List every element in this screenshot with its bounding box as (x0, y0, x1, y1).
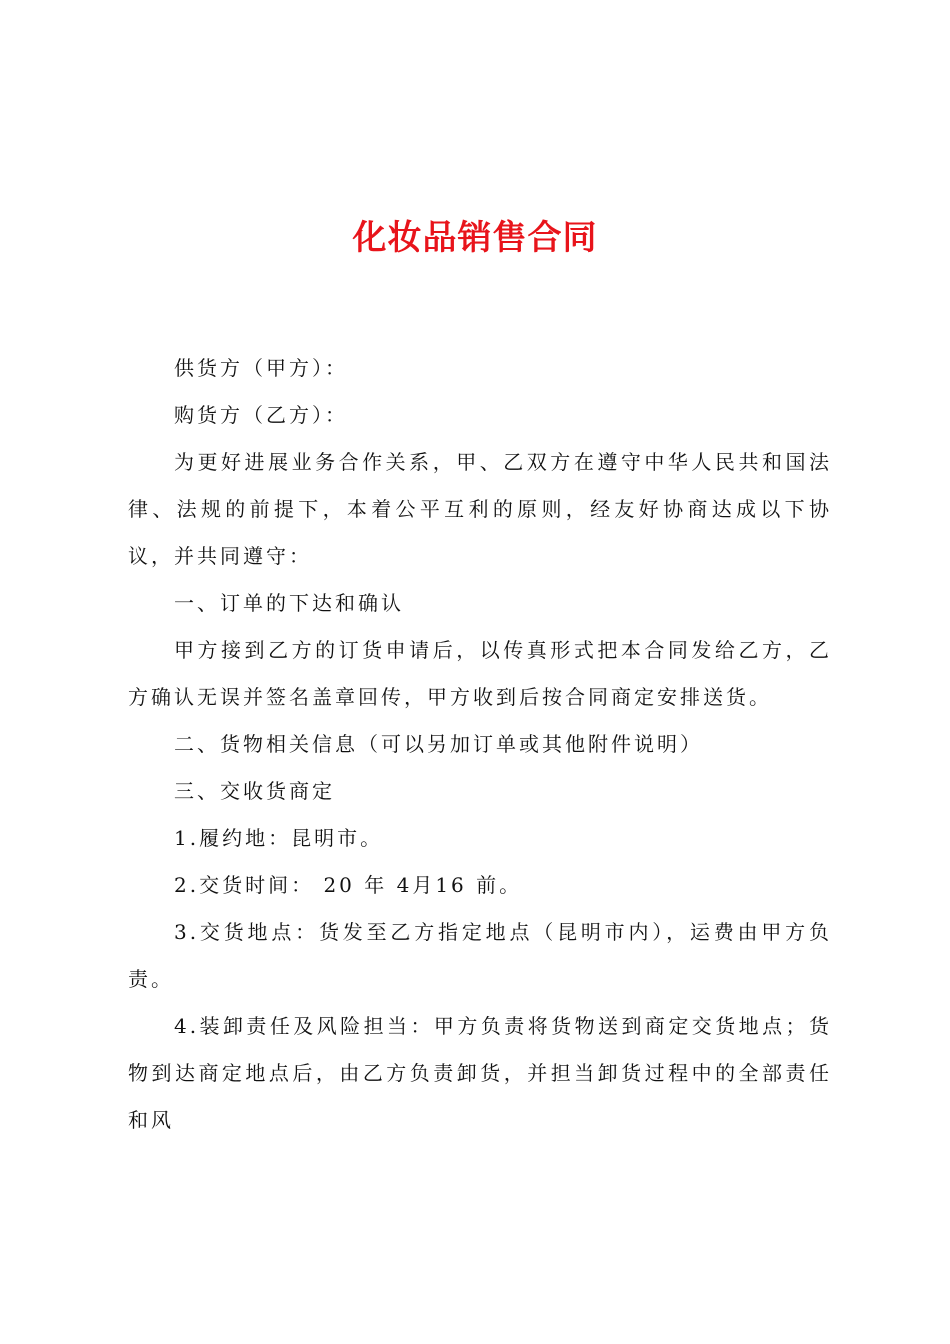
clause-delivery-time: 2.交货时间： 20 年 4月16 前。 (174, 873, 523, 897)
clause-place-of-performance: 1.履约地：昆明市。 (174, 826, 384, 850)
section-heading-delivery: 三、交收货商定 (174, 779, 335, 803)
clause-delivery-location: 3.交货地点：货发至乙方指定地点（昆明市内），运费由甲方负责。 (128, 920, 832, 991)
paragraph-preamble: 为更好进展业务合作关系，甲、乙双方在遵守中华人民共和国法律、法规的前提下，本着公平互利的原则，经友好协商达成以下协议，并共同遵守： (128, 450, 832, 568)
paragraph-supplier: 供货方（甲方）： (174, 356, 348, 380)
document-title: 化妆品销售合同 (352, 218, 598, 258)
clause-loading-responsibility: 4.装卸责任及风险担当：甲方负责将货物送到商定交货地点；货物到达商定地点后，由乙方负责卸货，并担当卸货过程中的全部责任和风 (128, 1014, 832, 1132)
document-body (128, 345, 832, 1144)
section-heading-goods-info: 二、货物相关信息（可以另加订单或其他附件说明） (174, 732, 703, 756)
section-heading-order: 一、订单的下达和确认 (174, 591, 404, 615)
paragraph-buyer: 购货方（乙方）： (174, 403, 348, 427)
paragraph-order-confirmation: 甲方接到乙方的订货申请后，以传真形式把本合同发给乙方，乙方确认无误并签名盖章回传，甲方收到后按合同商定安排送货。 (128, 638, 832, 709)
